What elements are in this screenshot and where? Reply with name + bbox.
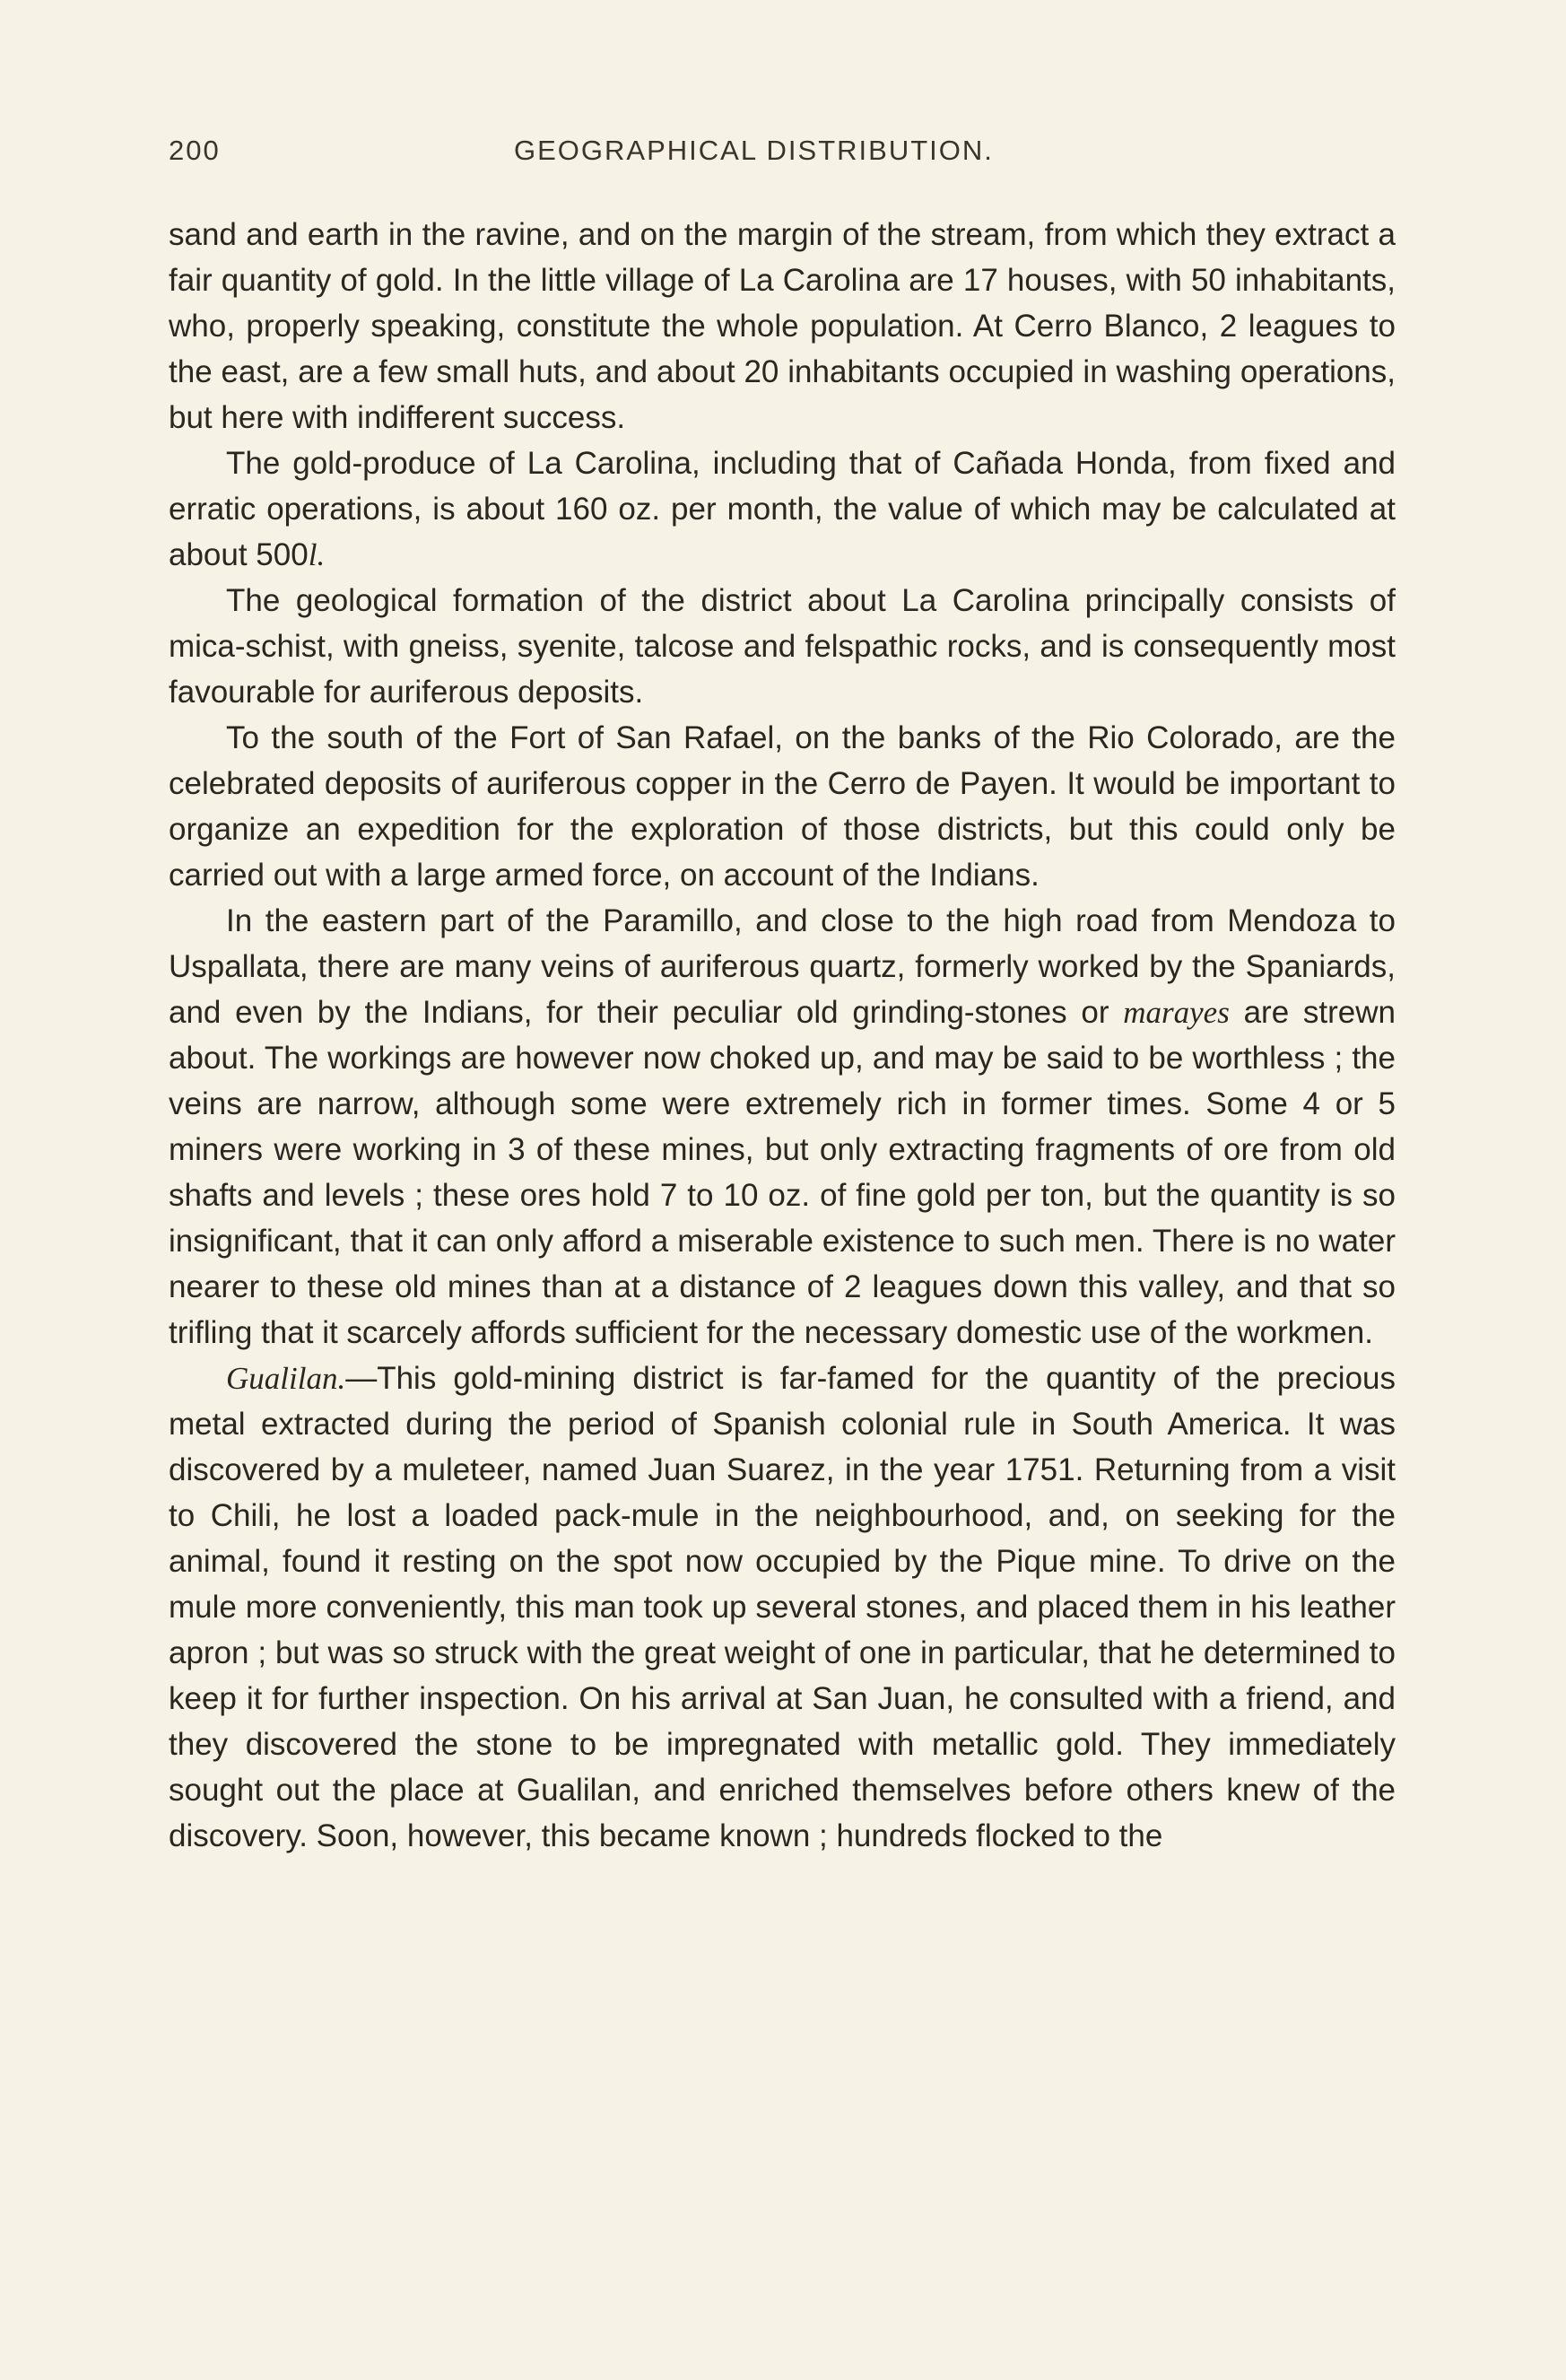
paragraph-4: To the south of the Fort of San Rafael, on the banks of the Rio Colorado, are the celebrated deposits of auriferous copper in the Cerro de Payen. It would be important to organize an expedition for the exploration of those districts, but this could only be carried out with a large armed force, on account of the Indians.	[169, 720, 1396, 893]
section-heading-gualilan: Gualilan.	[226, 1361, 346, 1396]
paragraph-1: sand and earth in the ravine, and on the margin of the stream, from which they extract a fair quantity of gold. In the little village of La Carolina are 17 houses, with 50 inhabitants, who, properly speaking, constitute the whole population. At Cerro Blanco, 2 leagues to the east, are a few small huts, and about 20 inhabitants occupied in washing operations, but here with indifferent success.	[169, 217, 1396, 435]
currency-unit: l.	[308, 537, 326, 572]
paragraph-6-text: —This gold-mining district is far-famed for the quantity of the precious metal extracted during the period of Spanish colonial rule in South America. It was discovered by a muleteer, named Juan Suarez, in the year 1751. Returning from a visit to Chili, he lost a loaded pack-mule in the neighbourhood, and, on seeking for the animal, found it resting on the spot now occupied by the Pique mine. To drive on the mule more conveniently, this man took up several stones, and placed them in his leather apron ; but was so struck with the great weight of one in particular, that he determined to keep it for further inspection. On his arrival at San Juan, he consulted with a friend, and they discovered the stone to be impregnated with metallic gold. They immediately sought out the place at Gualilan, and enriched themselves before others knew of the discovery. Soon, however, this became known ; hundreds flocked to the	[169, 1361, 1396, 1853]
paragraph-5-text-b: are strewn about. The workings are however now choked up, and may be said to be worthless ; the veins are narrow, although some were extremely rich in former times. Some 4 or 5 miners were working in 3 of these mines, but only extracting fragments of ore from old shafts and levels ; these ores hold 7 to 10 oz. of fine gold per ton, but the quantity is so insignificant, that it can only afford a miserable existence to such men. There is no water nearer to these old mines than at a distance of 2 leagues down this valley, and that so trifling that it scarcely affords sufficient for the necessary domestic use of the workmen.	[169, 995, 1396, 1350]
paragraph-2-text: The gold-produce of La Carolina, including that of Cañada Honda, from fixed and erratic operations, is about 160 oz. per month, the value of which may be calculated at about 500	[169, 446, 1396, 572]
page-number: 200	[169, 135, 221, 166]
paragraph-5	[169, 898, 1396, 1356]
paragraph-3: The geological formation of the district about La Carolina principally consists of mica-schist, with gneiss, syenite, talcose and felspathic rocks, and is consequently most favourable for auriferous deposits.	[169, 583, 1396, 710]
running-title: GEOGRAPHICAL DISTRIBUTION.	[514, 135, 994, 166]
paragraph-6	[169, 1356, 1396, 1859]
paragraph-5-text-a: In the eastern part of the Paramillo, and close to the high road from Mendoza to Uspallata, there are many veins of auriferous quartz, formerly worked by the Spaniards, and even by the Indians, for their peculiar old grinding-stones or	[169, 903, 1396, 1030]
term-marayes: marayes	[1123, 995, 1230, 1030]
paragraph-2	[169, 440, 1396, 578]
body-text	[169, 212, 1396, 1859]
running-head	[169, 135, 1397, 179]
